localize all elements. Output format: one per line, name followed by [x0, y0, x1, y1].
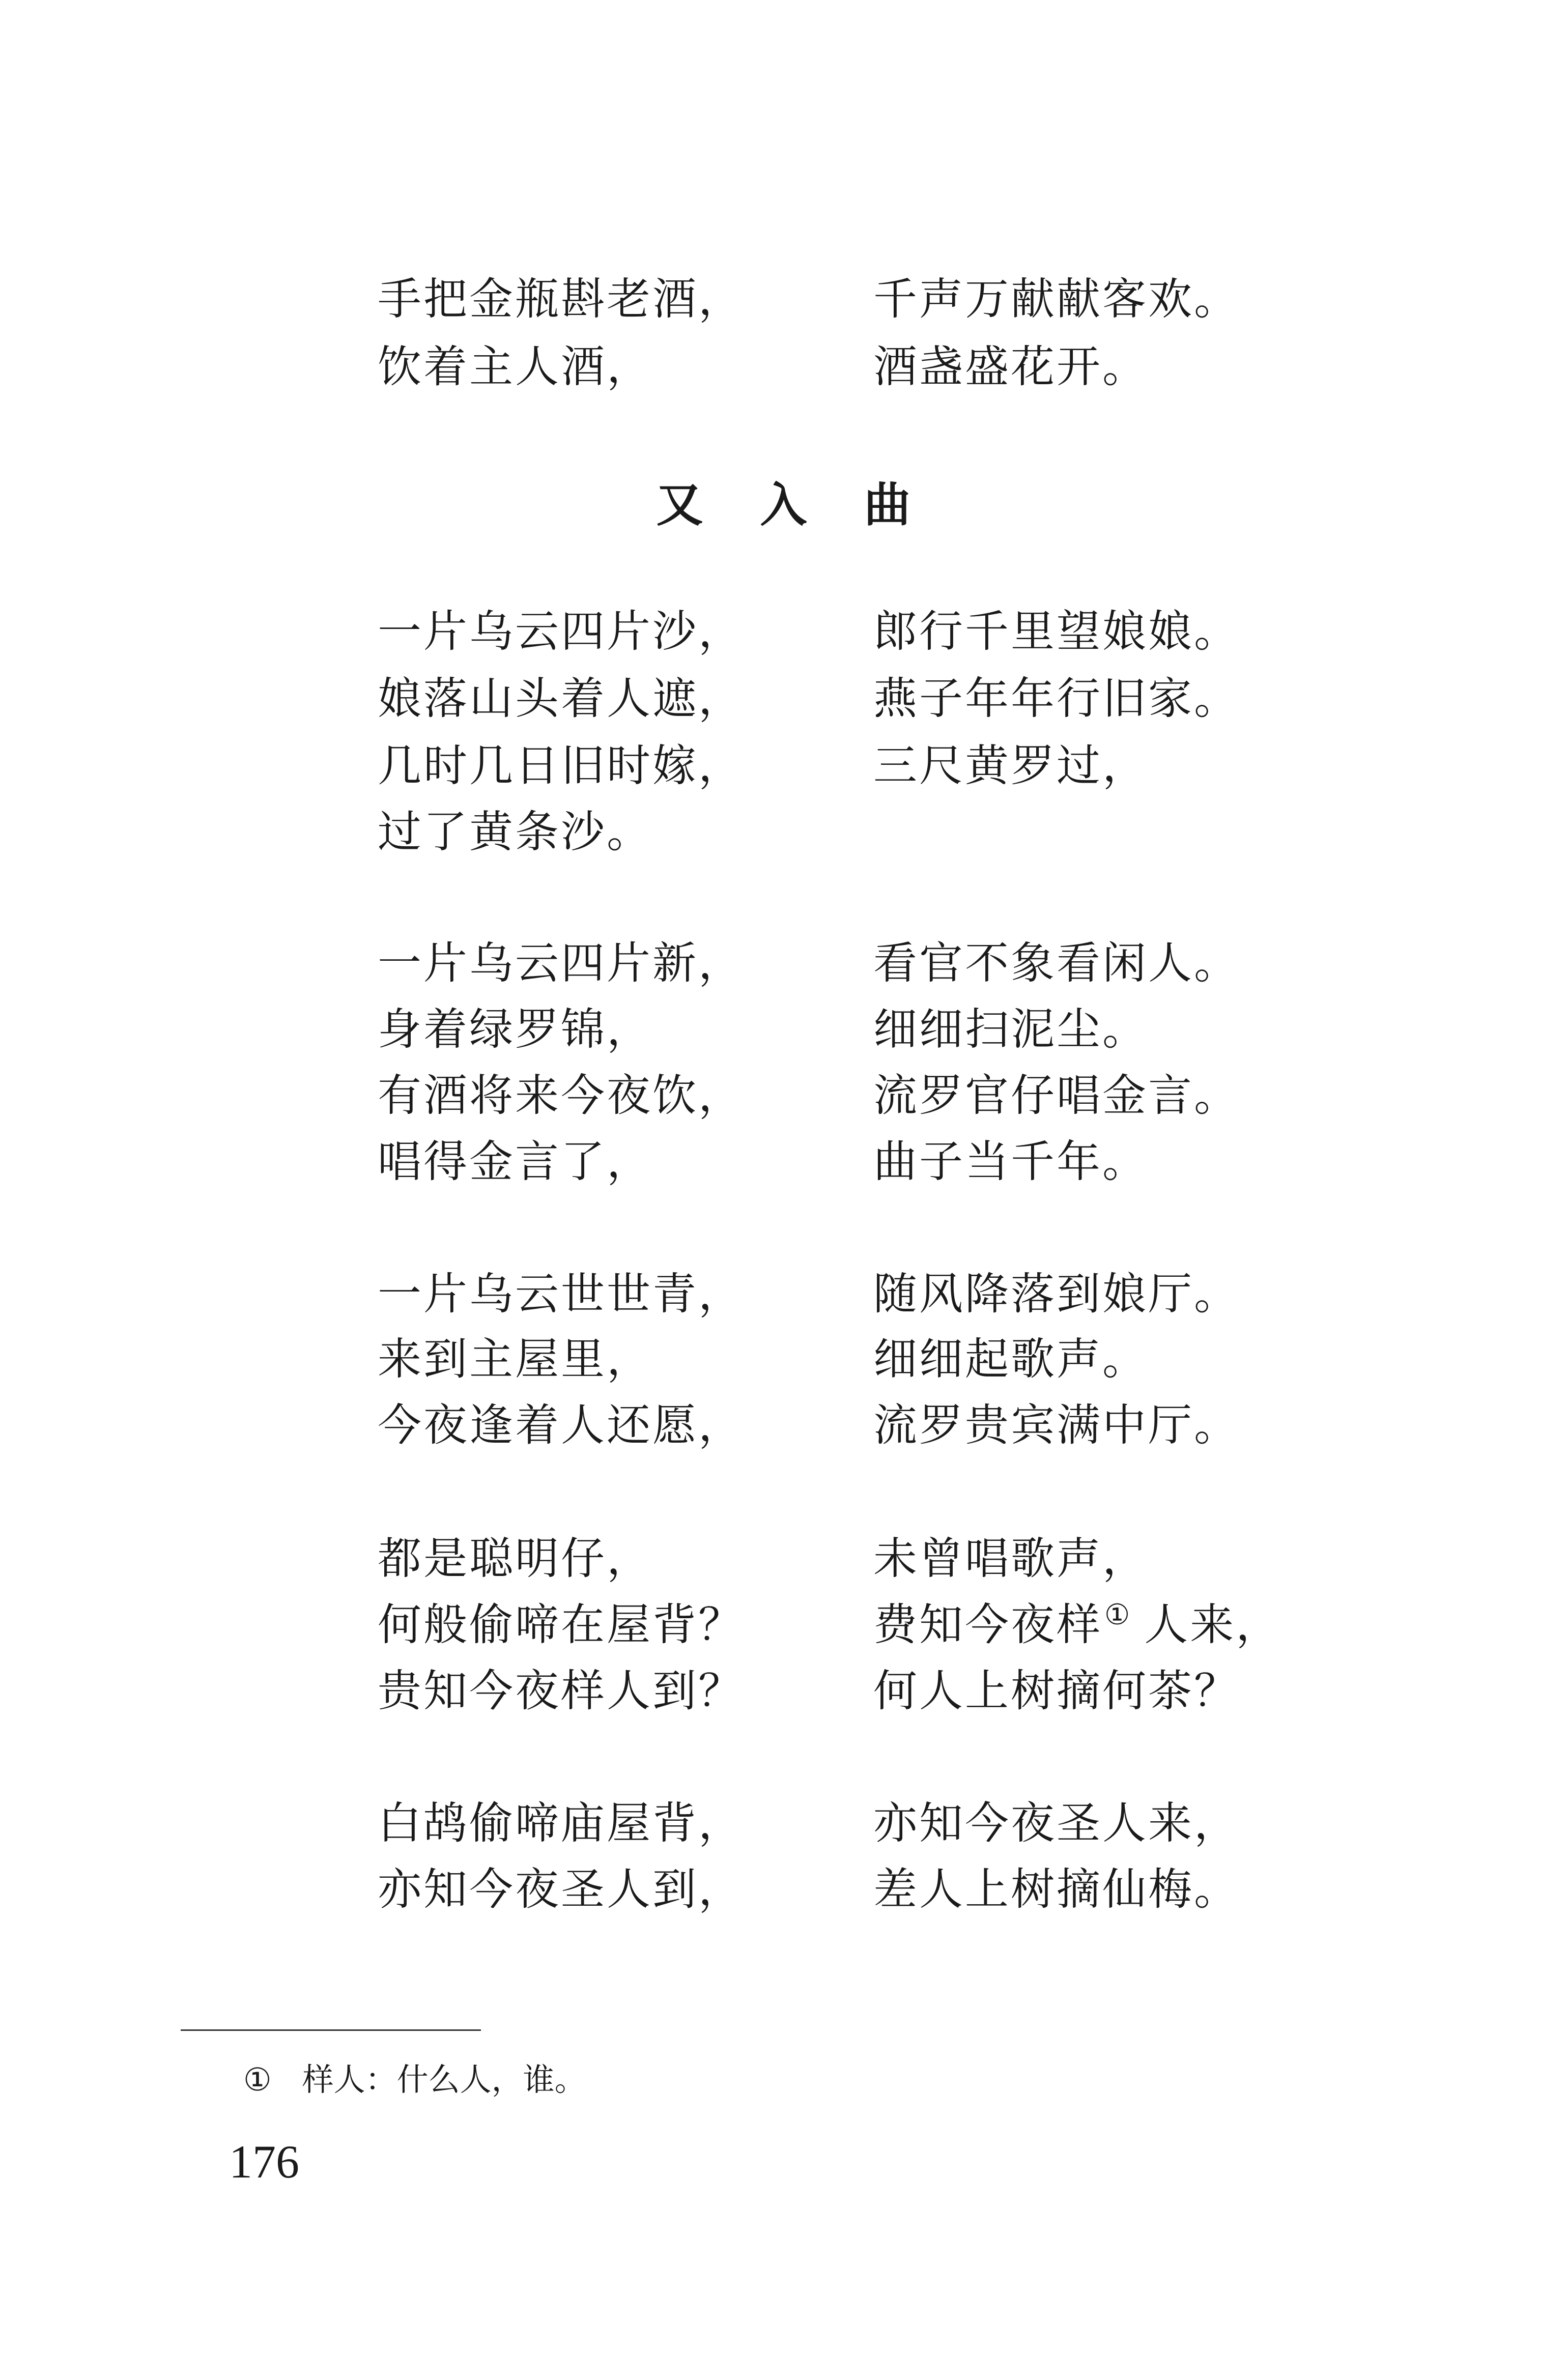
verse-line: 差人上树摘仙梅。 [873, 1864, 1240, 1915]
verse-line: 亦知今夜圣人来， [873, 1798, 1240, 1849]
verse-line: 何人上树摘何茶？ [873, 1666, 1240, 1716]
footnote-ref-mark: ① [1104, 1598, 1132, 1631]
verse-line: 手把金瓶斟老酒， [378, 274, 744, 325]
verse-line: 唱得金言了， [378, 1136, 652, 1187]
verse-line: 细细起歌声。 [873, 1334, 1148, 1385]
verse-line: 酒盏盛花开。 [873, 341, 1148, 392]
verse-line: 亦知今夜圣人到， [378, 1864, 744, 1915]
verse-line: 流罗官仔唱金言。 [873, 1070, 1240, 1121]
verse-line: 千声万献献客欢。 [873, 274, 1240, 325]
page-number: 176 [229, 2136, 299, 2188]
verse-line: 几时几日旧时嫁， [378, 740, 744, 791]
verse-line: 今夜逢着人还愿， [378, 1400, 744, 1451]
verse-line: 一片乌云世世青， [378, 1269, 744, 1320]
section-title [0, 478, 1567, 532]
footnote-divider [181, 2029, 481, 2031]
verse-line: 过了黄条沙。 [378, 807, 652, 857]
verse-line: 看官不象看闲人。 [873, 938, 1240, 989]
verse-line: 一片乌云四片新， [378, 938, 744, 989]
verse-text: 人来， [1144, 1599, 1282, 1650]
verse-line: 曲子当千年。 [873, 1136, 1148, 1187]
verse-line: 随风降落到娘厅。 [873, 1269, 1240, 1320]
footnote-text: 样人：什么人，谁。 [302, 2061, 586, 2098]
verse-line: 三尺黄罗过， [873, 740, 1148, 791]
verse-line: 流罗贵宾满中厅。 [873, 1400, 1240, 1451]
verse-line: 白鸪偷啼庙屋背， [378, 1798, 744, 1849]
verse-line: 一片乌云四片沙， [378, 606, 744, 657]
verse-line: 郎行千里望娘娘。 [873, 606, 1240, 657]
verse-text: 费知今夜样 [873, 1599, 1102, 1650]
verse-line: 细细扫泥尘。 [873, 1004, 1148, 1055]
verse-line-with-note [873, 1598, 1282, 1650]
title-char: 曲 [864, 478, 911, 532]
verse-line: 都是聪明仔， [378, 1533, 652, 1584]
title-char: 入 [760, 478, 807, 532]
verse-line: 未曾唱歌声， [873, 1533, 1148, 1584]
verse-line: 燕子年年行旧家。 [873, 673, 1240, 724]
verse-line: 来到主屋里， [378, 1334, 652, 1385]
verse-line: 饮着主人酒， [378, 341, 652, 392]
verse-line: 有酒将来今夜饮， [378, 1070, 744, 1121]
footnote [243, 2061, 586, 2098]
verse-line: 娘落山头着人遮， [378, 673, 744, 724]
verse-line: 何般偷啼在屋背？ [378, 1599, 744, 1650]
verse-line: 贵知今夜样人到？ [378, 1666, 744, 1716]
title-char: 又 [656, 478, 703, 532]
verse-line: 身着绿罗锦， [378, 1004, 652, 1055]
footnote-mark: ① [243, 2061, 272, 2098]
